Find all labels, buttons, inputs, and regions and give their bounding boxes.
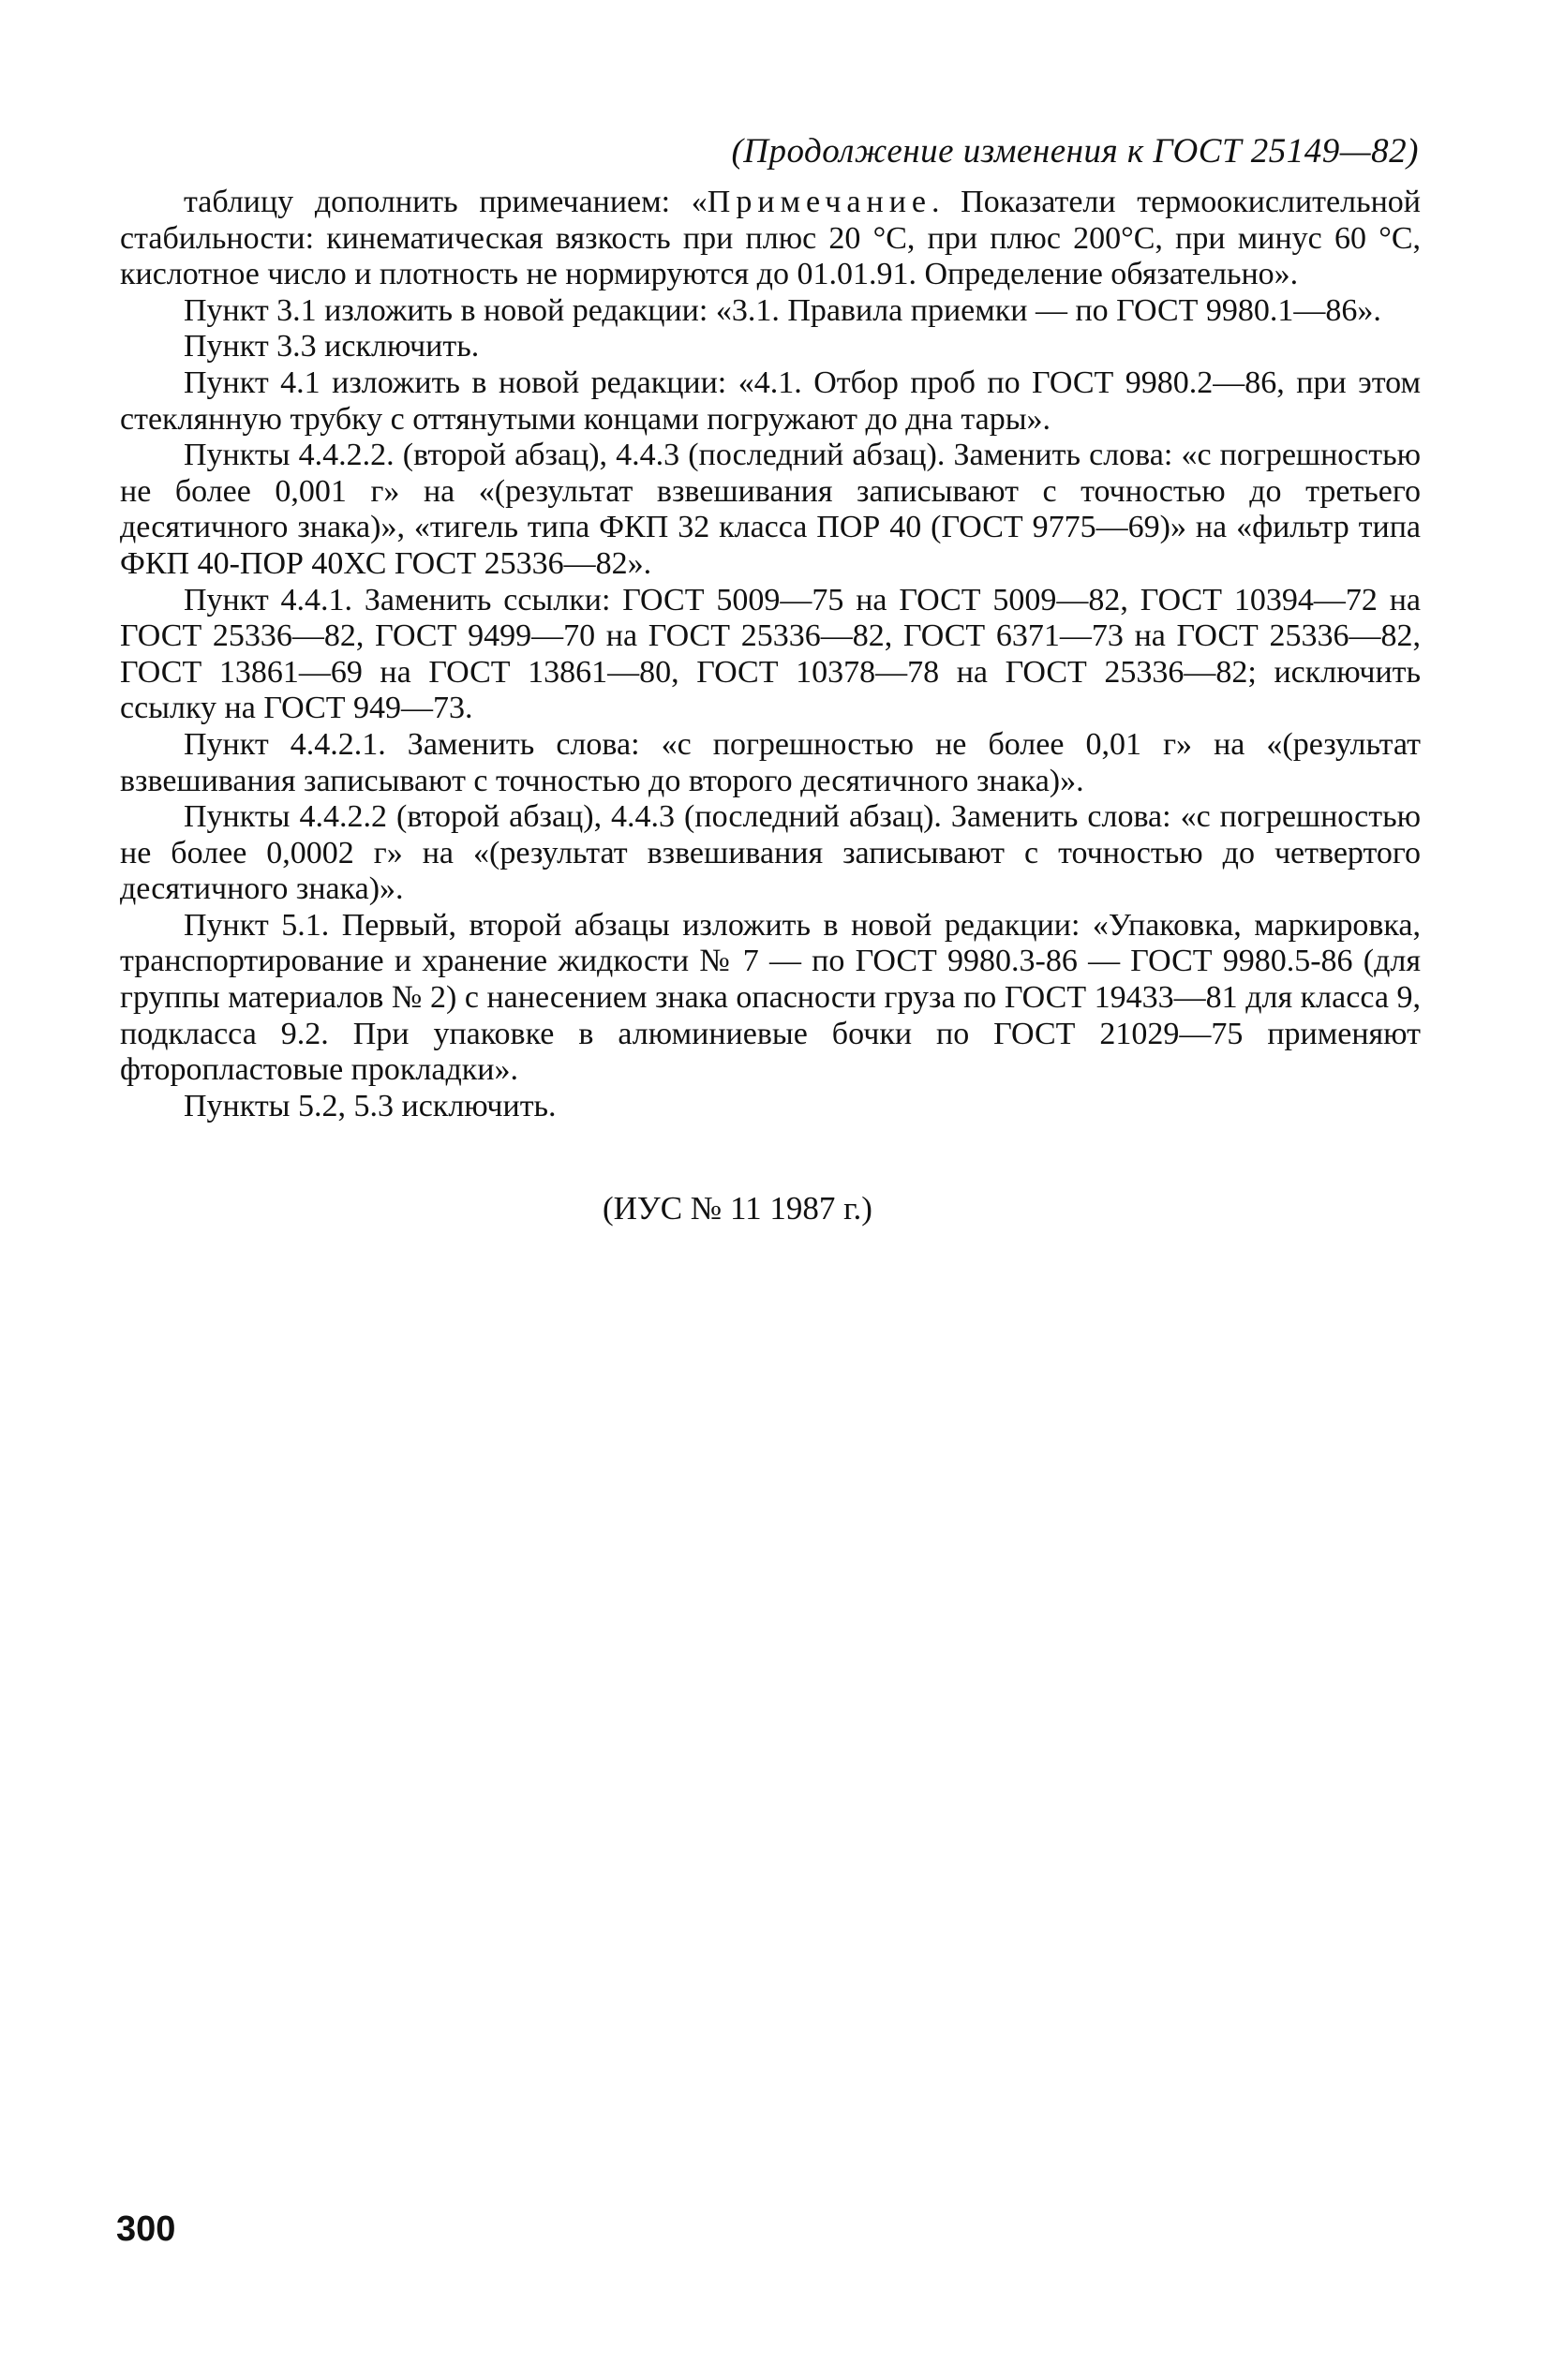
paragraph: Пункт 3.3 исключить. — [184, 329, 480, 364]
paragraph: Пункт 4.4.2.1. Заменить слова: «с погрешностью не более 0,01 г» на «(результат взвешивания записывают с точностью до второго десятичного знака)». — [120, 726, 1421, 798]
spaced-word: Примечание — [707, 185, 931, 219]
paragraph: Пункт 4.4.1. Заменить ссылки: ГОСТ 5009—75 на ГОСТ 5009—82, ГОСТ 10394—72 на ГОСТ 25336—82, ГОСТ 9499—70 на ГОСТ 25336—82, ГОСТ 6371—73 на ГОСТ 25336—82, ГОСТ 13861—69 на ГОСТ 13861—80, ГОСТ 10378—78 на ГОСТ 25336—82; исключить ссылку на ГОСТ 949—73. — [120, 582, 1421, 726]
paragraph-note — [120, 185, 1421, 293]
paragraph: Пункты 4.4.2.2 (второй абзац), 4.4.3 (последний абзац). Заменить слова: «с погрешностью не более 0,0002 г» на «(результат взвешивания записывают с точностью до четвертого десятичного знака)». — [120, 799, 1421, 907]
paragraph-text: . Показатели термоокислительной стабильности: кинематическая вязкость при плюс 20 °С, при плюс 200°С, при минус 60 °С, кислотное число и плотность не нормируются до 01.01.91. Определение обязательно». — [120, 185, 1421, 292]
issue-reference: (ИУС № 11 1987 г.) — [603, 1190, 872, 1227]
paragraph: Пункты 4.4.2.2. (второй абзац), 4.4.3 (последний абзац). Заменить слова: «с погрешностью не более 0,001 г» на «(результат взвешивания записывают с точностью до третьего десятичного знака)», «тигель типа ФКП 32 класса ПОР 40 (ГОСТ 9775—69)» на «фильтр типа ФКП 40-ПОР 40ХС ГОСТ 25336—82». — [120, 438, 1421, 581]
paragraph: Пункт 4.1 изложить в новой редакции: «4.1. Отбор проб по ГОСТ 9980.2—86, при этом стеклянную трубку с оттянутыми концами погружают до дна тары». — [120, 364, 1421, 437]
paragraph: Пункт 3.1 изложить в новой редакции: «3.1. Правила приемки — по ГОСТ 9980.1—86». — [184, 292, 1381, 328]
paragraph: Пункты 5.2, 5.3 исключить. — [184, 1088, 557, 1123]
paragraph: Пункт 5.1. Первый, второй абзацы изложить в новой редакции: «Упаковка, маркировка, транспортирование и хранение жидкости № 7 — по ГОСТ 9980.3-86 — ГОСТ 9980.5-86 (для группы материалов № 2) с нанесением знака опасности груза по ГОСТ 19433—81 для класса 9, подкласса 9.2. При упаковке в алюминиевые бочки по ГОСТ 21029—75 применяют фторопластовые прокладки». — [120, 907, 1421, 1088]
page-header: (Продолжение изменения к ГОСТ 25149—82) — [731, 132, 1419, 171]
document-body — [120, 185, 1421, 1124]
paragraph-text: таблицу дополнить примечанием: « — [184, 185, 708, 219]
page-number: 300 — [116, 2209, 176, 2249]
